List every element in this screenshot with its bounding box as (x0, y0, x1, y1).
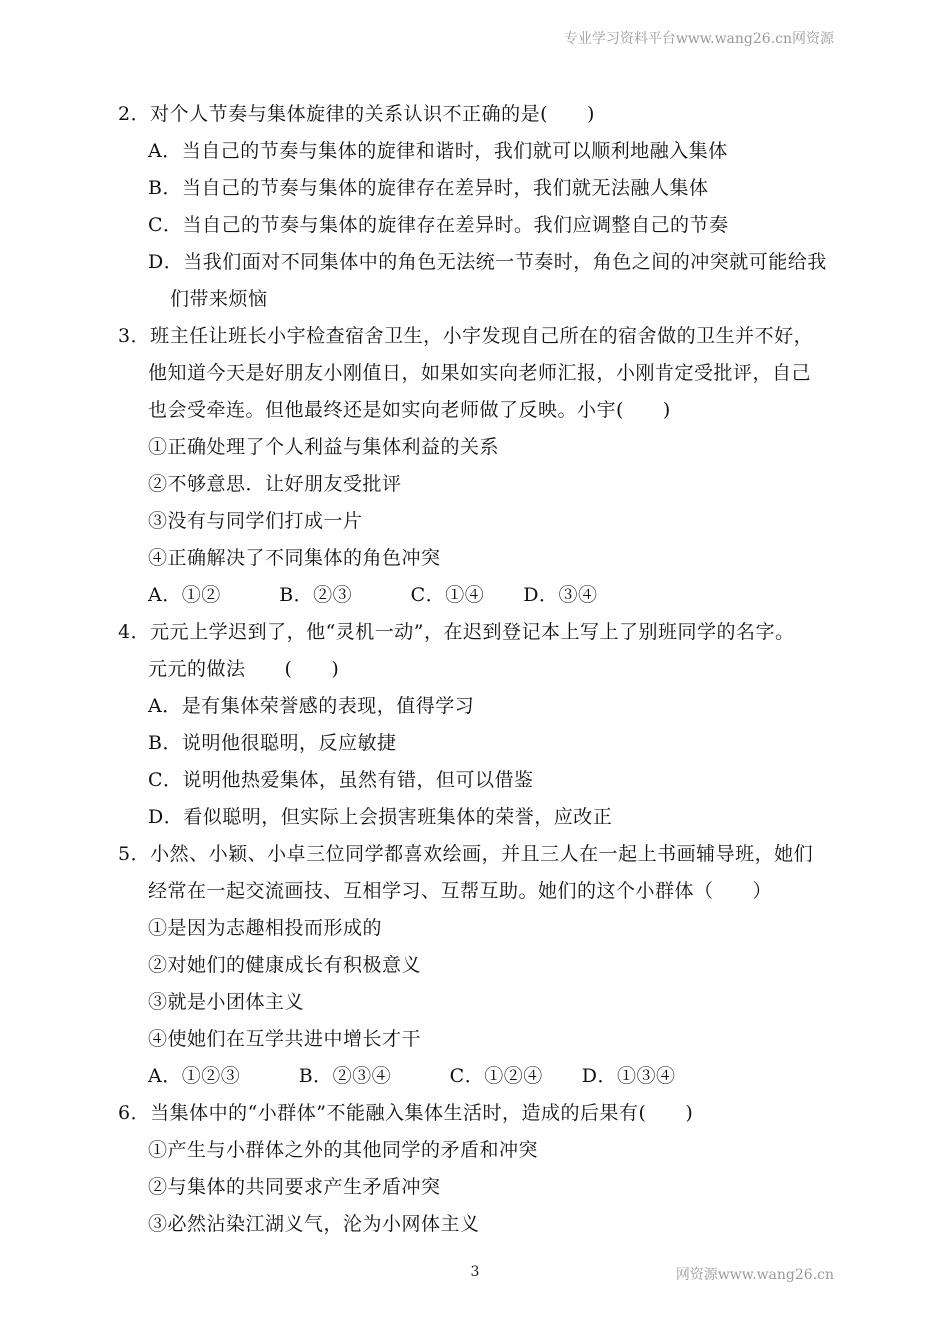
option-line: ①是因为志趣相投而形成的 (148, 917, 383, 939)
option-line: ③没有与同学们打成一片 (148, 510, 363, 532)
option-line: ①正确处理了个人利益与集体利益的关系 (148, 436, 500, 458)
option-line: ③必然沾染江湖义气，沦为小网体主义 (148, 1213, 480, 1235)
option-line: ②与集体的共同要求产生矛盾冲突 (148, 1176, 441, 1198)
option-line: B．说明他很聪明，反应敏捷 (148, 732, 397, 754)
option-line: A．①② B．②③ C．①④ D．③④ (148, 584, 598, 606)
option-line: 经常在一起交流画技、互相学习、互帮互助。她们的这个小群体（ ） (148, 880, 773, 902)
question-line: 6．当集体中的“小群体”不能融入集体生活时，造成的后果有( ) (118, 1102, 694, 1124)
question-line: 3．班主任让班长小宇检查宿舍卫生，小宇发现自己所在的宿舍做的卫生并不好， (118, 325, 814, 347)
option-line: B．当自己的节奏与集体的旋律存在差异时，我们就无法融人集体 (148, 177, 709, 199)
question-content (118, 96, 838, 1243)
option-line: C．当自己的节奏与集体的旋律存在差异时。我们应调整自己的节奏 (148, 214, 729, 236)
option-line: 们带来烦恼 (170, 288, 268, 310)
option-line: 他知道今天是好朋友小刚值日，如果如实向老师汇报，小刚肯定受批评，自己 (148, 362, 812, 384)
option-line: D．看似聪明，但实际上会损害班集体的荣誉，应改正 (148, 806, 613, 828)
option-line: ④正确解决了不同集体的角色冲突 (148, 547, 441, 569)
option-line: A．①②③ B．②③④ C．①②④ D．①③④ (148, 1065, 676, 1087)
question-line: 2．对个人节奏与集体旋律的关系认识不正确的是( ) (118, 103, 595, 125)
page-header-watermark: 专业学习资料平台www.wang26.cn网资源 (563, 31, 834, 47)
option-line: ②对她们的健康成长有积极意义 (148, 954, 422, 976)
option-line: ④使她们在互学共进中增长才干 (148, 1028, 422, 1050)
question-line: 4．元元上学迟到了，他“灵机一动”，在迟到登记本上写上了别班同学的名字。 (118, 621, 795, 643)
page-number: 3 (470, 1264, 480, 1280)
option-line: A．当自己的节奏与集体的旋律和谐时，我们就可以顺利地融入集体 (148, 140, 728, 162)
option-line: ①产生与小群体之外的其他同学的矛盾和冲突 (148, 1139, 539, 1161)
footer-source: 网资源www.wang26.cn (675, 1267, 834, 1283)
option-line: 元元的做法 ( ) (148, 658, 340, 680)
option-line: ②不够意思．让好朋友受批评 (148, 473, 402, 495)
option-line: ③就是小团体主义 (148, 991, 305, 1013)
option-line: 也会受牵连。但他最终还是如实向老师做了反映。小宇( ) (148, 399, 671, 421)
option-line: C．说明他热爱集体，虽然有错，但可以借鉴 (148, 769, 534, 791)
option-line: D．当我们面对不同集体中的角色无法统一节奏时，角色之间的冲突就可能给我 (148, 251, 827, 273)
option-line: A．是有集体荣誉感的表现，值得学习 (148, 695, 475, 717)
question-line: 5．小然、小颖、小卓三位同学都喜欢绘画，并且三人在一起上书画辅导班，她们 (118, 843, 814, 865)
